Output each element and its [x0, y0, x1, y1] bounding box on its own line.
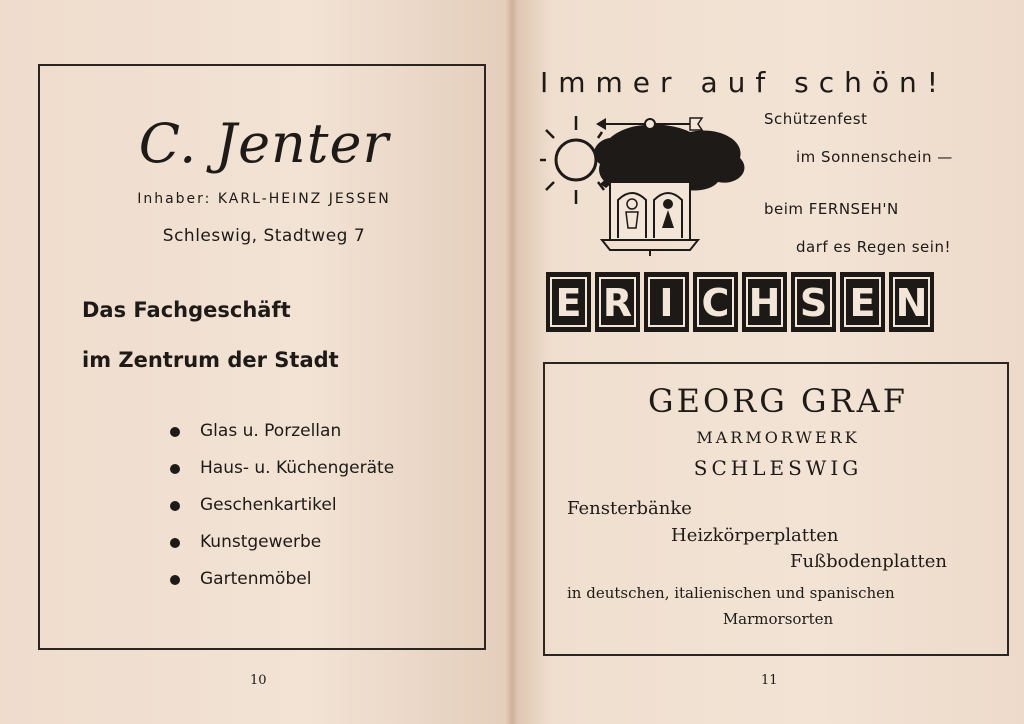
- graf-origin-line-2: Marmorsorten: [722, 610, 834, 628]
- logo-letter: C: [693, 272, 738, 332]
- product-item: [170, 493, 394, 530]
- page-number-right: 11: [761, 673, 778, 688]
- jenter-product-list: [170, 419, 394, 604]
- jenter-address: Schleswig, Stadtweg 7: [162, 226, 366, 246]
- logo-letter: S: [791, 272, 836, 332]
- right-page: [512, 0, 1024, 724]
- jenter-title: C. Jenter: [138, 112, 390, 175]
- graf-origin-line-1: in deutschen, italienischen und spanischen: [567, 584, 895, 602]
- product-item: [170, 456, 394, 493]
- graf-name: GEORG GRAF: [648, 382, 908, 420]
- jenter-slogan-line2: im Zentrum der Stadt: [82, 348, 339, 372]
- bullet-icon: [170, 427, 180, 437]
- jenter-owner: Inhaber: KARL-HEINZ JESSEN: [137, 191, 391, 207]
- jenter-ad-frame: [38, 64, 486, 650]
- jenter-slogan-line1: Das Fachgeschäft: [82, 298, 291, 322]
- product-item: [170, 530, 394, 567]
- poem-line-2: im Sonnenschein —: [796, 148, 953, 166]
- erichsen-logo: [546, 272, 934, 332]
- product-label: Glas u. Porzellan: [200, 421, 342, 441]
- bullet-icon: [170, 501, 180, 511]
- product-label: Gartenmöbel: [200, 569, 312, 589]
- book-gutter: [506, 0, 518, 724]
- weather-house-illustration: [540, 108, 750, 258]
- bullet-icon: [170, 538, 180, 548]
- logo-letter: I: [644, 272, 689, 332]
- logo-letter: E: [840, 272, 885, 332]
- product-label: Haus- u. Küchengeräte: [200, 458, 395, 478]
- bullet-icon: [170, 575, 180, 585]
- graf-ad-frame: [543, 362, 1009, 656]
- graf-city: SCHLESWIG: [693, 456, 863, 480]
- graf-business: MARMORWERK: [696, 428, 860, 447]
- bullet-icon: [170, 464, 180, 474]
- logo-letter: E: [546, 272, 591, 332]
- erichsen-headline: Immer auf schön!: [540, 66, 948, 99]
- logo-letter: H: [742, 272, 787, 332]
- logo-letter: R: [595, 272, 640, 332]
- product-label: Kunstgewerbe: [200, 532, 322, 552]
- product-item: [170, 419, 394, 456]
- graf-product-2: Heizkörperplatten: [671, 525, 839, 546]
- logo-letter: N: [889, 272, 934, 332]
- graf-product-3: Fußbodenplatten: [790, 551, 947, 572]
- graf-product-1: Fensterbänke: [567, 498, 692, 519]
- page-number-left: 10: [250, 673, 267, 688]
- poem-line-3: beim FERNSEH'N: [764, 200, 899, 218]
- product-label: Geschenkartikel: [200, 495, 337, 515]
- product-item: [170, 567, 394, 604]
- poem-line-4: darf es Regen sein!: [796, 238, 951, 256]
- poem-line-1: Schützenfest: [764, 110, 868, 128]
